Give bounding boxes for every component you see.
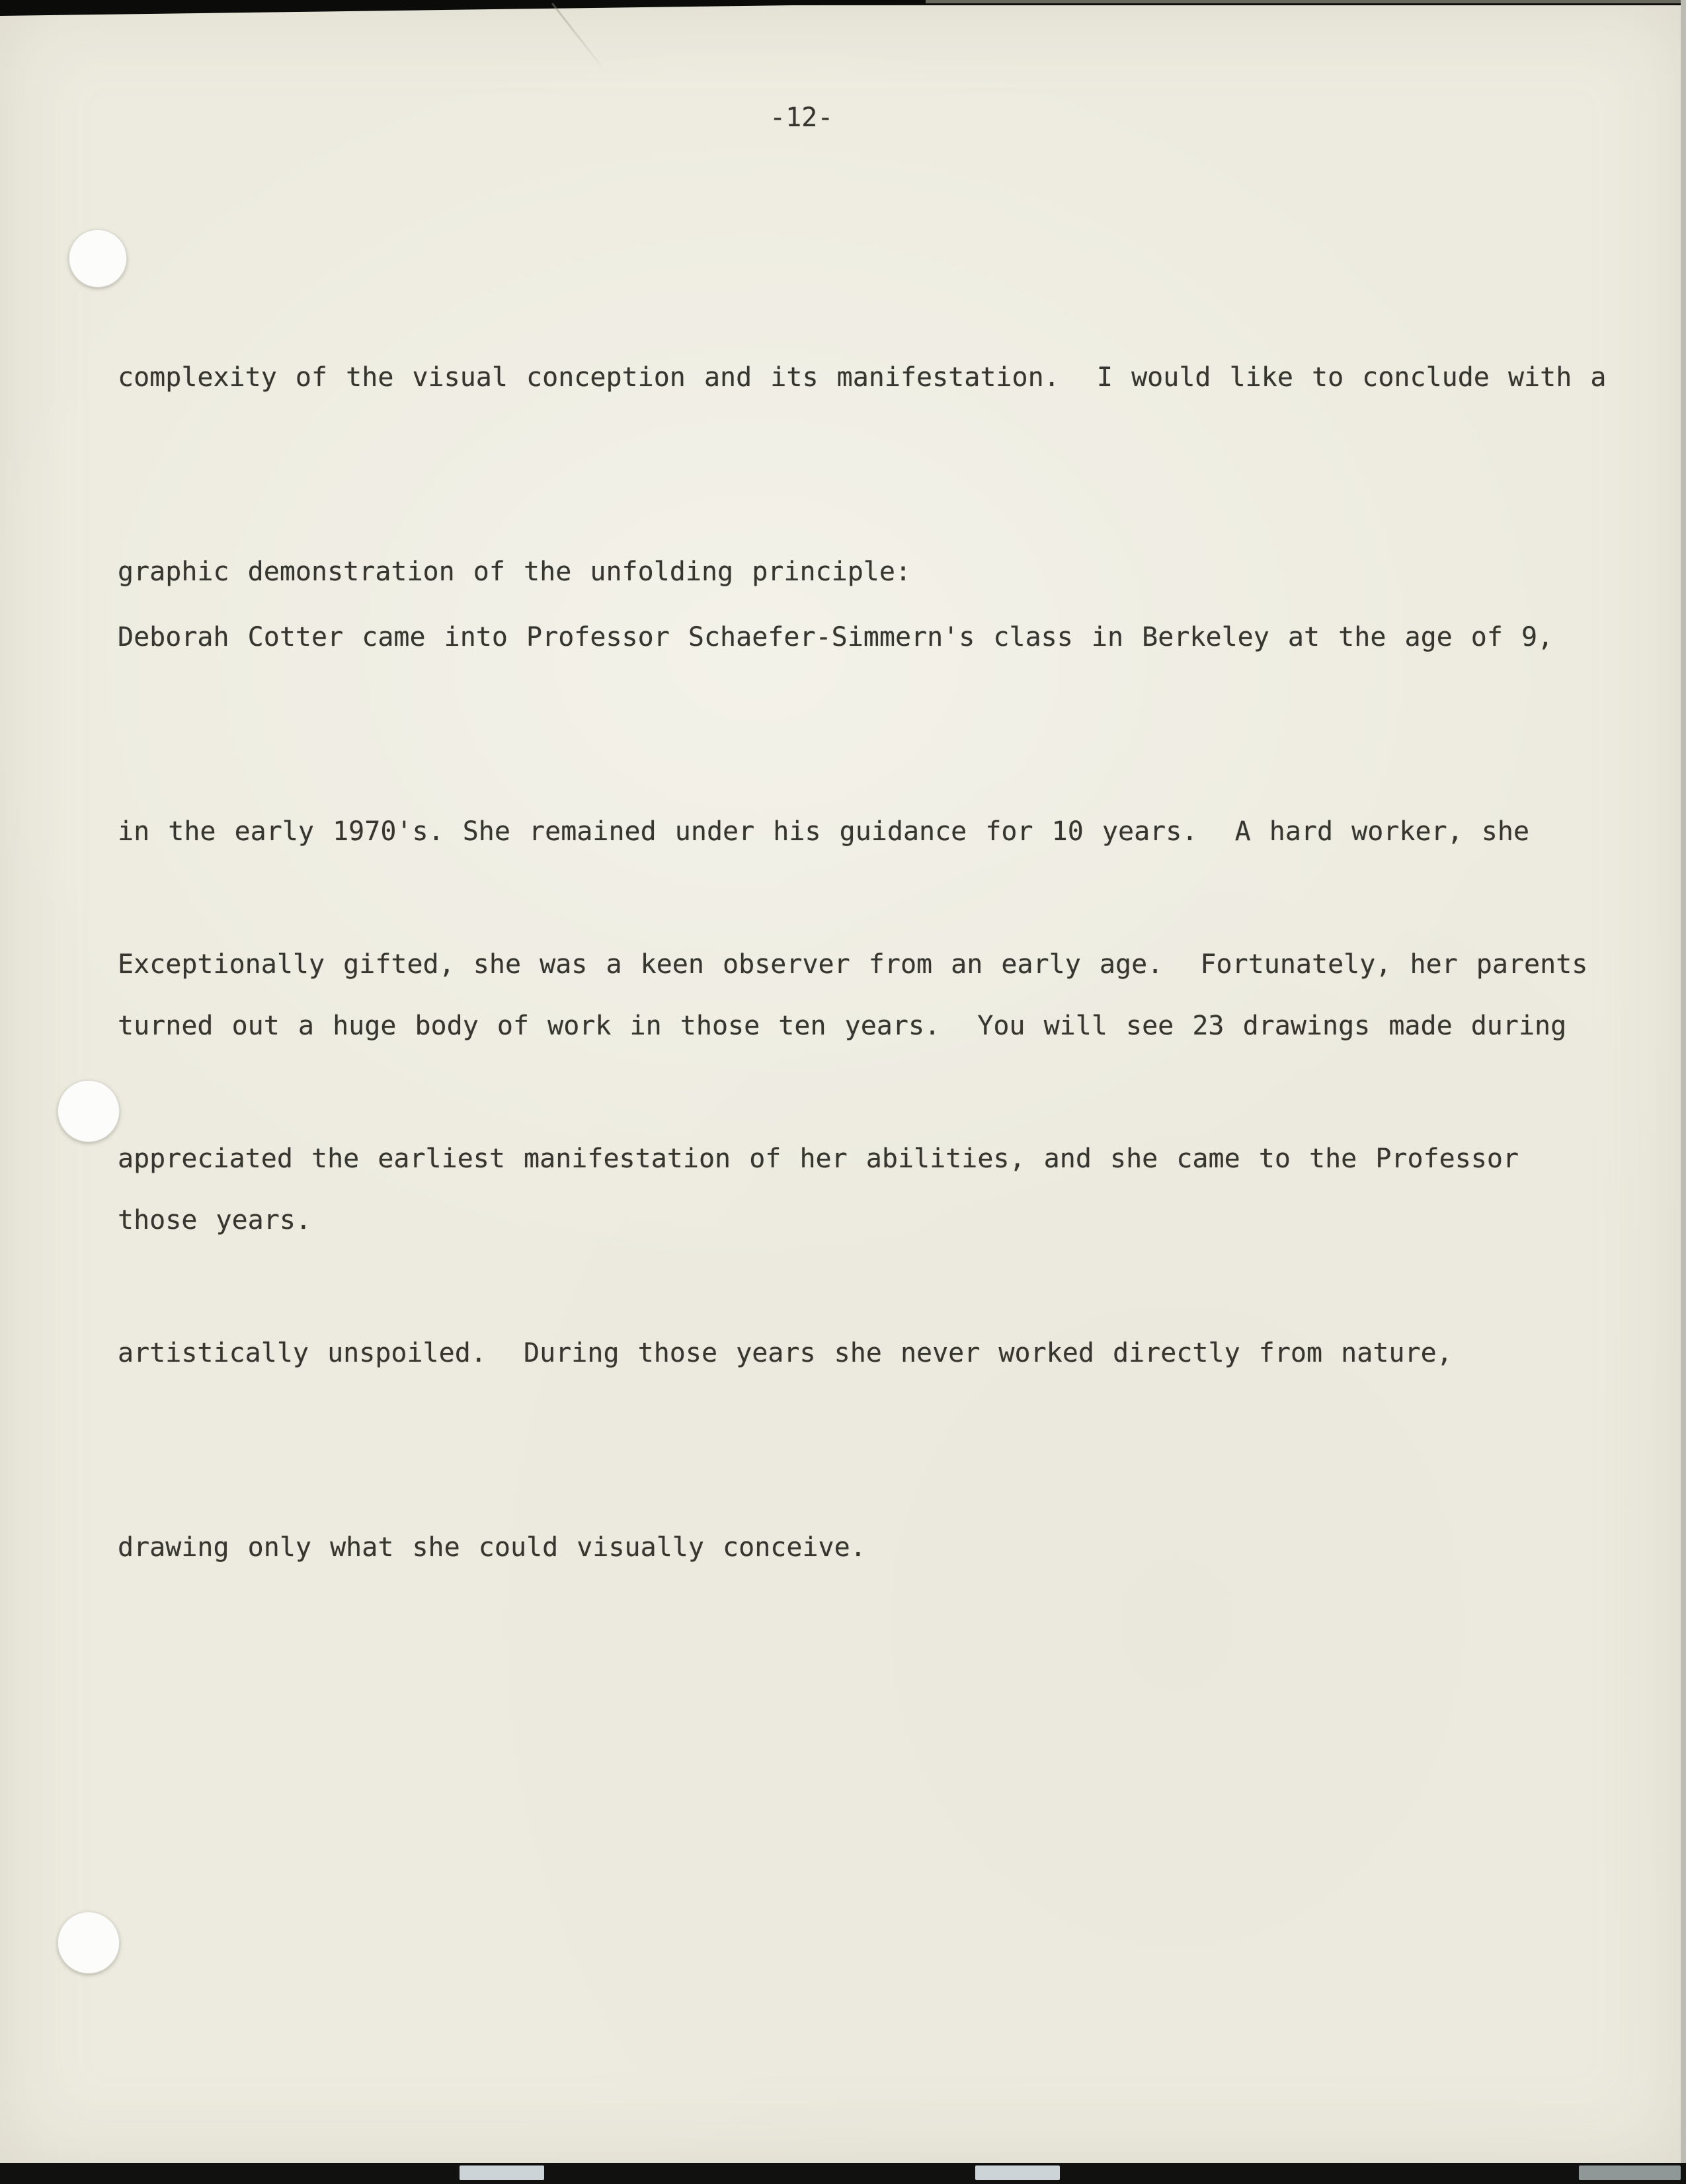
scan-bottom-highlight [1579, 2165, 1681, 2180]
scan-bottom-highlight [975, 2165, 1060, 2180]
hole-punch [58, 1080, 120, 1142]
typed-line: drawing only what she could visually conceive. [118, 1532, 866, 1563]
typed-line: Deborah Cotter came into Professor Schaefer-Simmern's class in Berkeley at the age of 9, [118, 622, 1554, 652]
typed-line: complexity of the visual conception and its manifestation. I would like to conclude with a [118, 362, 1607, 393]
scan-right-edge [1681, 0, 1686, 2184]
typed-line: appreciated the earliest manifestation of her abilities, and she came to the Professor [118, 1144, 1519, 1174]
typed-line: in the early 1970's. She remained under his guidance for 10 years. A hard worker, she [118, 816, 1530, 847]
typed-line: artistically unspoiled. During those years she never worked directly from nature, [118, 1338, 1453, 1368]
scan-bottom-highlight [460, 2165, 544, 2180]
page-number: -12- [770, 102, 834, 133]
typed-line: graphic demonstration of the unfolding principle: [118, 557, 912, 587]
typed-line: those years. [118, 1205, 311, 1235]
scan-bottom-edge [0, 2163, 1686, 2184]
paragraph [118, 802, 1587, 1645]
typed-line: Exceptionally gifted, she was a keen observer from an early age. Fortunately, her parents [118, 949, 1588, 980]
hole-punch [58, 1912, 120, 1974]
typed-line: turned out a huge body of work in those ten years. You will see 23 drawings made during [118, 1011, 1567, 1041]
